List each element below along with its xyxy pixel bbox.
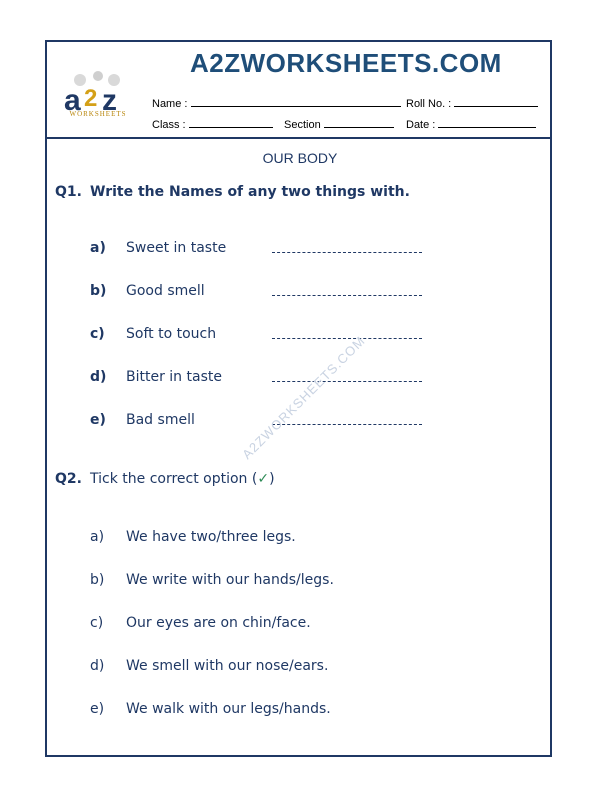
q2-item-c-text[interactable]: Our eyes are on chin/face. — [126, 615, 311, 631]
q2-item-a-text[interactable]: We have two/three legs. — [126, 529, 296, 545]
svg-text:a: a — [64, 84, 81, 117]
q1-item-a-letter: a) — [90, 240, 106, 256]
q1-item-d-text: Bitter in taste — [126, 369, 222, 385]
q2-item-b-text[interactable]: We write with our hands/legs. — [126, 572, 334, 588]
checkmark-icon: ✓ — [257, 471, 270, 487]
page-title: OUR BODY — [262, 150, 338, 166]
section-blank[interactable] — [324, 117, 394, 128]
roll-label: Roll No. : — [406, 98, 452, 110]
q1-item-c-text: Soft to touch — [126, 326, 217, 342]
name-label: Name : — [152, 98, 188, 110]
q1-item-e-text: Bad smell — [126, 412, 195, 428]
header-divider — [45, 137, 552, 139]
q2-item-c-letter: c) — [90, 615, 104, 631]
q2-text-end: ) — [269, 471, 275, 487]
logo-caption: WORKSHEETS — [69, 110, 127, 118]
q1-item-e-answer-line[interactable] — [272, 424, 422, 425]
section-label: Section — [284, 119, 321, 131]
q1-number: Q1. — [55, 184, 82, 200]
q1-item-d-answer-line[interactable] — [272, 381, 422, 382]
date-blank[interactable] — [438, 117, 536, 128]
class-label: Class : — [152, 119, 186, 131]
name-blank[interactable] — [191, 96, 401, 107]
q2-number: Q2. — [55, 471, 82, 487]
q2-item-d-letter: d) — [90, 658, 105, 674]
watermark: A2ZWORKSHEETS.COM — [239, 333, 369, 462]
site-title: A2ZWORKSHEETS.COM — [190, 48, 502, 78]
q1-text: Write the Names of any two things with. — [90, 184, 410, 200]
q1-item-e-letter: e) — [90, 412, 106, 428]
q1-item-c-answer-line[interactable] — [272, 338, 422, 339]
svg-text:z: z — [102, 84, 117, 117]
q2-item-a-letter: a) — [90, 529, 105, 545]
q2-text-start: Tick the correct option ( — [90, 471, 258, 487]
q2-item-e-letter: e) — [90, 701, 105, 717]
q2-item-b-letter: b) — [90, 572, 105, 588]
class-blank[interactable] — [189, 117, 273, 128]
class-field[interactable] — [152, 117, 273, 131]
svg-text:2: 2 — [84, 85, 98, 112]
q1-item-a-answer-line[interactable] — [272, 252, 422, 253]
date-label: Date : — [406, 119, 436, 131]
roll-blank[interactable] — [454, 96, 538, 107]
section-field[interactable] — [284, 117, 394, 131]
q1-item-a-text: Sweet in taste — [126, 240, 227, 256]
date-field[interactable] — [406, 117, 536, 131]
q2-item-e-text[interactable]: We walk with our legs/hands. — [126, 701, 331, 717]
q2-text — [90, 471, 275, 487]
name-field[interactable] — [152, 96, 401, 110]
q1-item-b-text: Good smell — [126, 283, 205, 299]
q2-item-d-text[interactable]: We smell with our nose/ears. — [126, 658, 329, 674]
q1-item-b-letter: b) — [90, 283, 107, 299]
q1-item-b-answer-line[interactable] — [272, 295, 422, 296]
roll-field[interactable] — [406, 96, 538, 110]
q1-item-c-letter: c) — [90, 326, 105, 342]
q1-item-d-letter: d) — [90, 369, 107, 385]
